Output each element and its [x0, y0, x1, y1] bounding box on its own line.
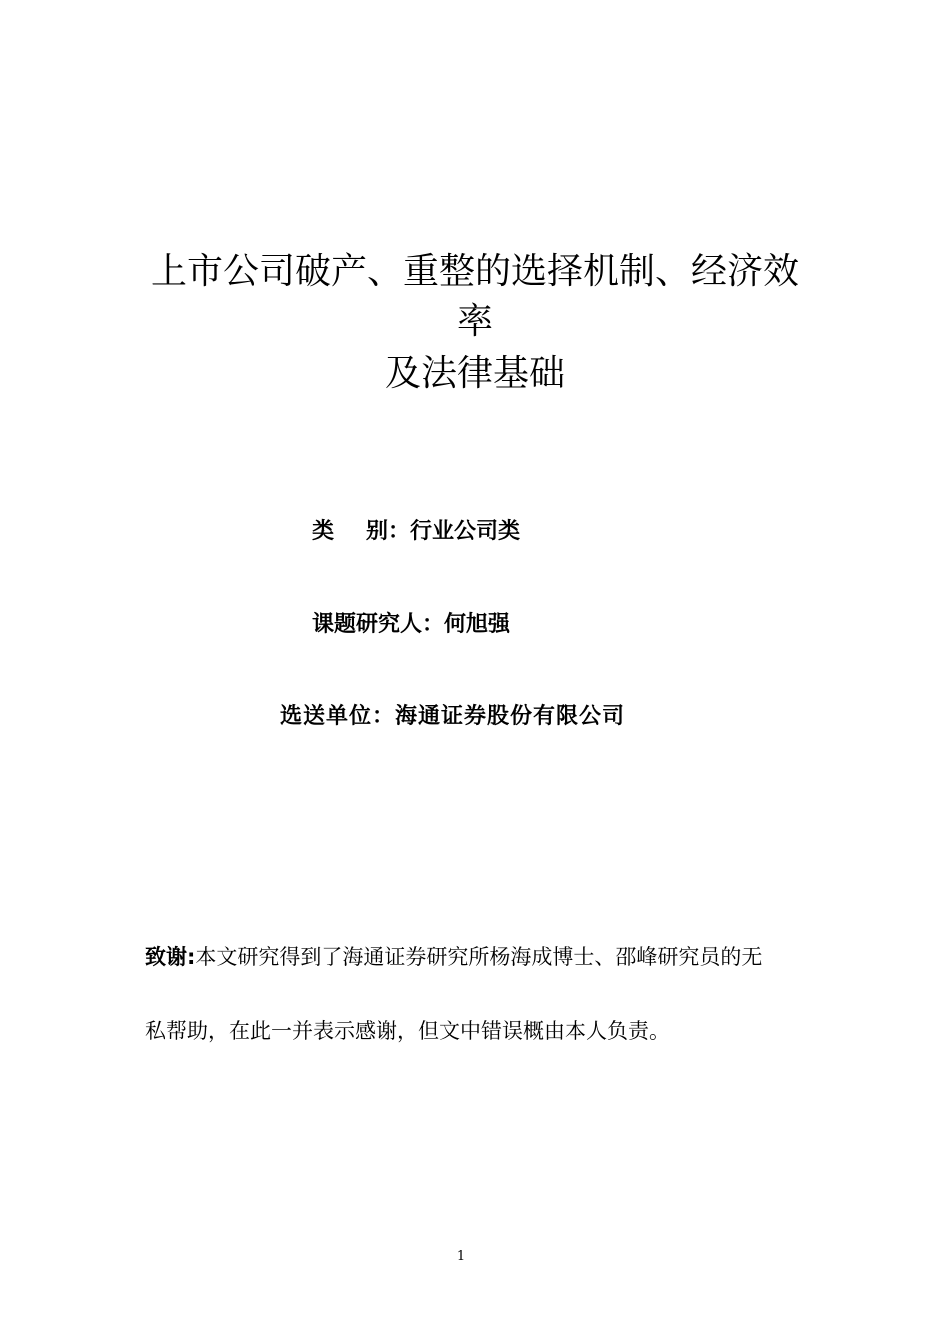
category-label-a: 类	[312, 519, 335, 544]
researcher-row	[312, 611, 510, 639]
category-row	[312, 518, 520, 546]
document-title-line-3: 及法律基础	[384, 353, 565, 394]
submitter-value: 海通证券股份有限公司	[395, 704, 626, 729]
page-number: 1	[456, 1249, 466, 1264]
submitter-row	[280, 703, 625, 731]
acknowledgement-label: 致谢:	[145, 945, 196, 969]
document-title-line-2: 率	[456, 301, 493, 342]
acknowledgement-text-1: 本文研究得到了海通证券研究所杨海成博士、邵峰研究员的无	[195, 945, 763, 969]
acknowledgement-line-1	[145, 943, 762, 971]
researcher-label: 课题研究人：	[312, 612, 445, 637]
researcher-value: 何旭强	[444, 612, 511, 637]
submitter-label: 选送单位：	[280, 704, 396, 729]
document-title-line-1: 上市公司破产、重整的选择机制、经济效	[150, 251, 799, 292]
acknowledgement-text-2: 私帮助，在此一并表示感谢，但文中错误概由本人负责。	[145, 1019, 670, 1043]
category-label-b: 别：	[366, 519, 411, 544]
acknowledgement-line-2	[145, 1017, 670, 1045]
category-value: 行业公司类	[410, 519, 521, 544]
